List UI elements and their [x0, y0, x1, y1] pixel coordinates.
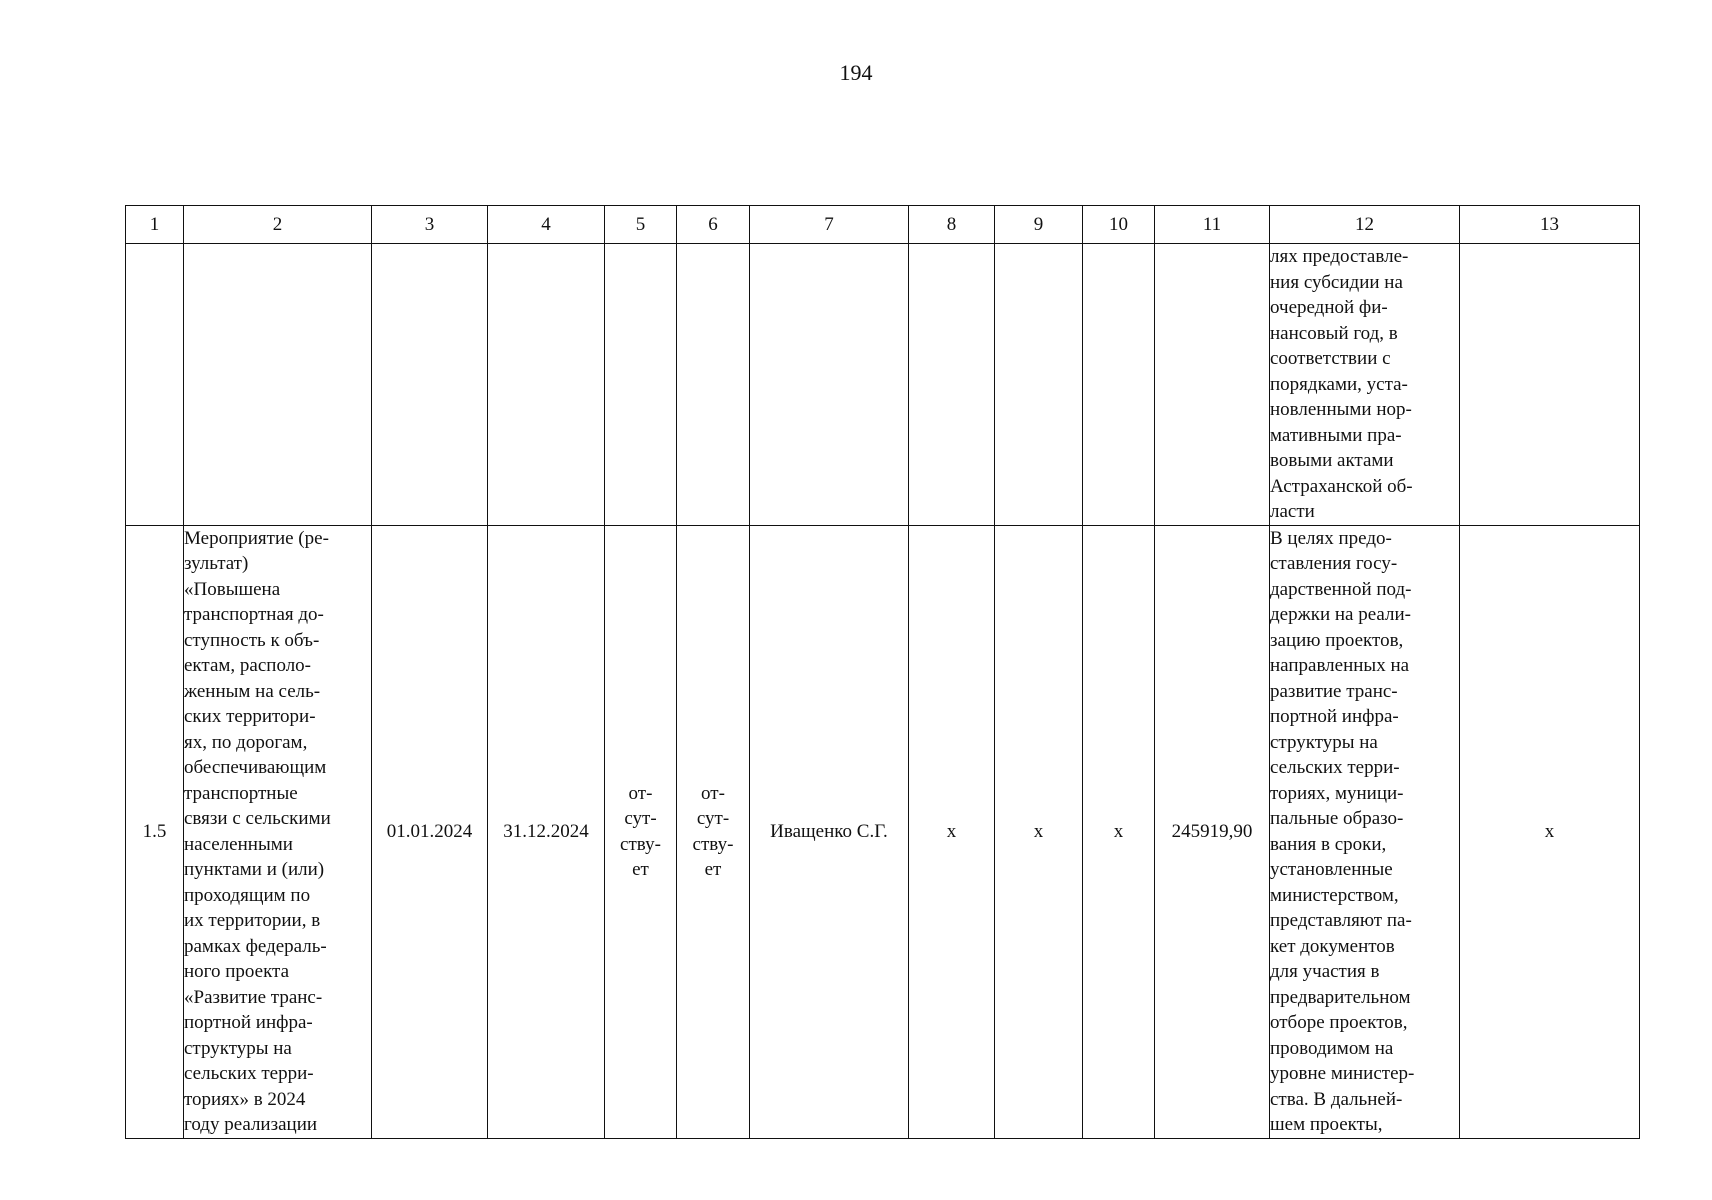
column-6-line: сут-	[696, 808, 730, 829]
header-cell: 5	[605, 206, 677, 244]
table-cell	[184, 244, 372, 526]
table-cell	[126, 244, 184, 526]
page-number: 194	[839, 60, 873, 85]
column-5-cell	[605, 525, 677, 1138]
amount-cell: 245919,90	[1155, 525, 1270, 1138]
column-5-line: ет	[632, 859, 649, 880]
column-6-line: от-	[701, 782, 725, 804]
column-5-line: от-	[628, 782, 653, 804]
description-text: лях предоставле- ния субсидии на очередной фи- нансовый год, в соответствии с порядками, уста- новленными нор- мативными пра- вовыми актами Астраханской об- ласти	[1270, 246, 1413, 522]
header-cell: 7	[750, 206, 909, 244]
table-cell	[995, 244, 1083, 526]
table-cell	[605, 244, 677, 526]
header-row	[126, 206, 1640, 244]
table-cell	[677, 244, 750, 526]
column-13-cell: x	[1460, 525, 1640, 1138]
header-cell: 2	[184, 206, 372, 244]
table-row	[126, 525, 1640, 1138]
table-cell	[1155, 244, 1270, 526]
column-5-line: сут-	[624, 808, 657, 829]
column-9-cell: x	[995, 525, 1083, 1138]
header-cell: 13	[1460, 206, 1640, 244]
header-cell: 12	[1270, 206, 1460, 244]
event-name-text: Мероприятие (ре- зультат) «Повышена транспортная до- ступность к объ- ектам, располо- женным на сель- ских территори- ях, по дорогам, обеспечивающим транспортные связи с сельскими населенными пунктами и (или) проходящим по их территории, в рамках федераль- ного проекта «Развитие транс- портной инфра- структуры на сельских терри- ториях» в 2024 году реализации	[184, 527, 331, 1135]
data-table	[125, 205, 1640, 1139]
column-8-cell: x	[909, 525, 995, 1138]
table-cell	[488, 244, 605, 526]
table-row-continued	[126, 244, 1640, 526]
table-cell	[909, 244, 995, 526]
header-cell: 3	[372, 206, 488, 244]
end-date-cell: 31.12.2024	[488, 525, 605, 1138]
header-cell: 6	[677, 206, 750, 244]
table-cell-description	[1270, 244, 1460, 526]
column-10-cell: x	[1083, 525, 1155, 1138]
header-cell: 11	[1155, 206, 1270, 244]
description-text: В целях предо- ставления госу- дарственной под- держки на реали- зацию проектов, направленных на развитие транс- портной инфра- структуры на сельских терри- ториях, муници- пальные образо- вания в сроки, установленные министерством, представляют па- кет документов для участия в предварительном отборе проектов, проводимом на уровне министер- ства. В дальней- шем проекты,	[1270, 527, 1415, 1135]
start-date-cell: 01.01.2024	[372, 525, 488, 1138]
column-5-line: ству-	[620, 833, 661, 855]
column-6-line: ет	[704, 859, 722, 880]
description-cell	[1270, 525, 1460, 1138]
table-cell	[1083, 244, 1155, 526]
header-cell: 1	[126, 206, 184, 244]
column-6-line: ству-	[692, 833, 734, 855]
event-name-cell	[184, 525, 372, 1138]
header-cell: 9	[995, 206, 1083, 244]
table-cell	[372, 244, 488, 526]
header-cell: 4	[488, 206, 605, 244]
table-cell	[1460, 244, 1640, 526]
header-cell: 8	[909, 206, 995, 244]
row-number-cell: 1.5	[126, 525, 184, 1138]
table-cell	[750, 244, 909, 526]
header-cell: 10	[1083, 206, 1155, 244]
responsible-person-cell: Иващенко С.Г.	[750, 525, 909, 1138]
column-6-cell	[677, 525, 750, 1138]
